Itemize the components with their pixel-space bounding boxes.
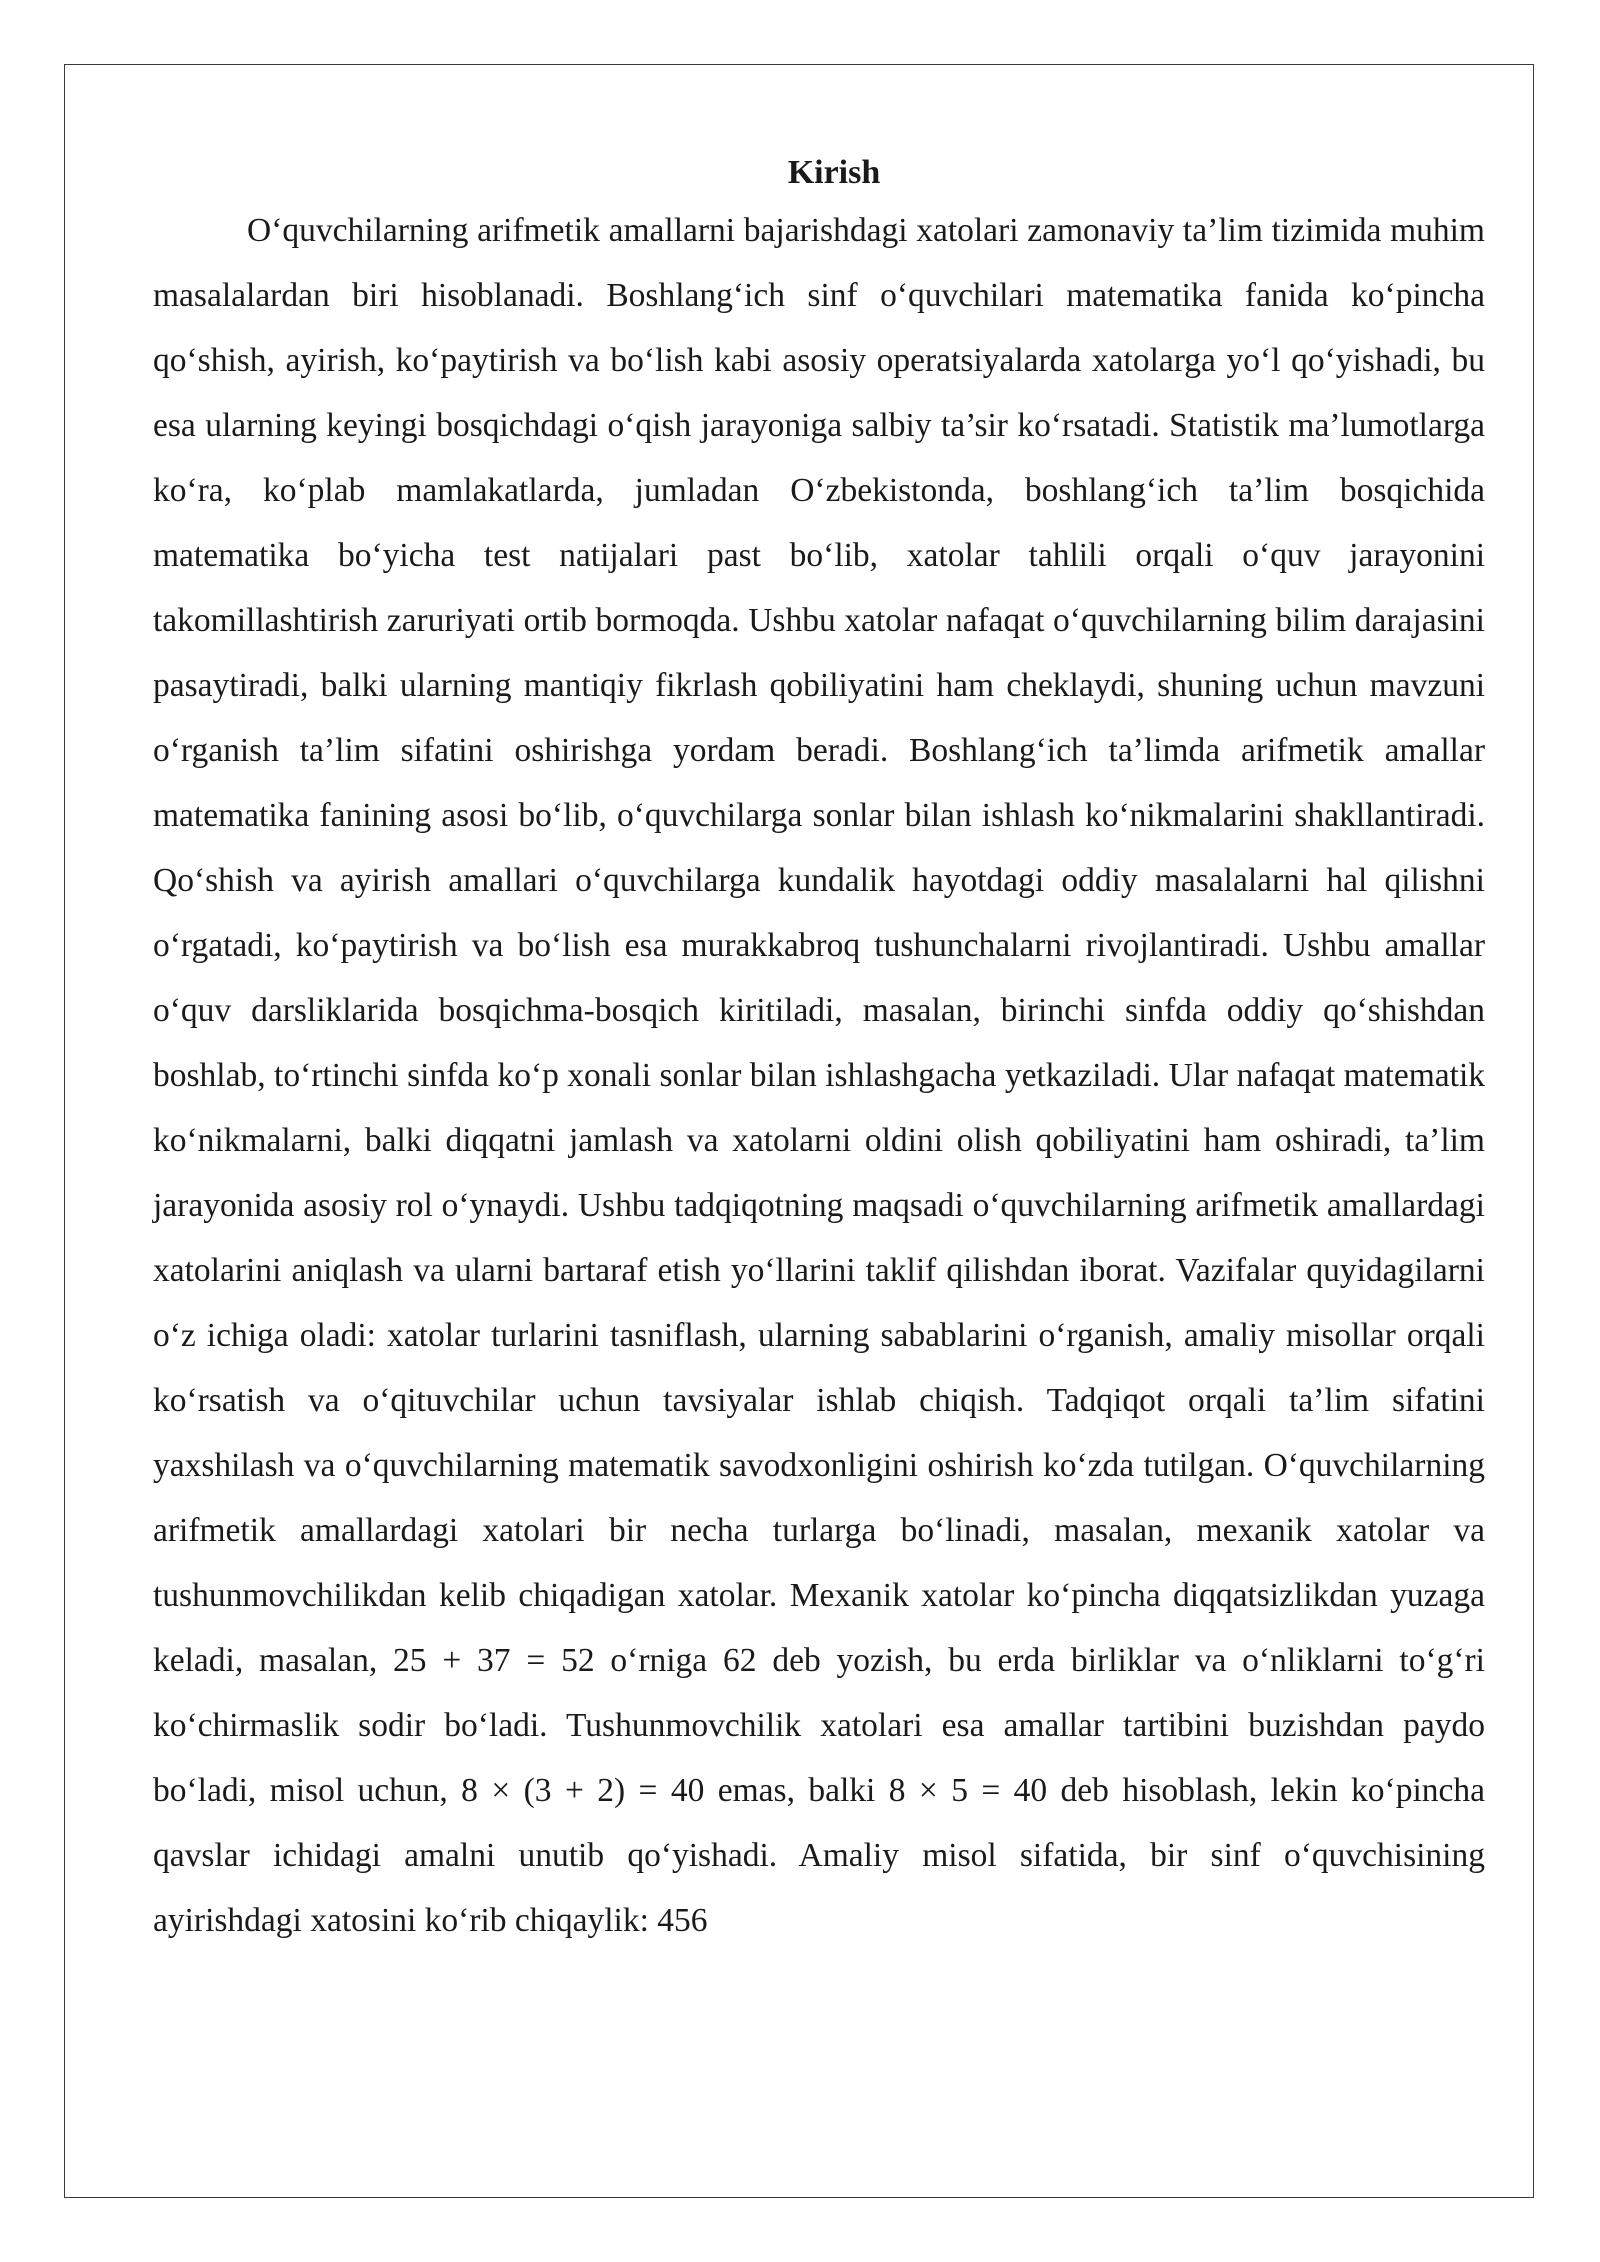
section-title: Kirish <box>787 154 881 191</box>
document-content <box>153 148 1485 1953</box>
body-paragraph: O‘quvchilarning arifmetik amallarni bajarishdagi xatolari zamonaviy ta’lim tizimida muhim masalalardan biri hisoblanadi. Boshlang‘ich sinf o‘quvchilari matematika fanida ko‘pincha qo‘shish, ayirish, ko‘paytirish va bo‘lish kabi asosiy operatsiyalarda xatolarga yo‘l qo‘yishadi, bu esa ularning keyingi bosqichdagi o‘qish jarayoniga salbiy ta’sir ko‘rsatadi. Statistik ma’lumotlarga ko‘ra, ko‘plab mamlakatlarda, jumladan O‘zbekistonda, boshlang‘ich ta’lim bosqichida matematika bo‘yicha test natijalari past bo‘lib, xatolar tahlili orqali o‘quv jarayonini takomillashtirish zaruriyati ortib bormoqda. Ushbu xatolar nafaqat o‘quvchilarning bilim darajasini pasaytiradi, balki ularning mantiqiy fikrlash qobiliyatini ham cheklaydi, shuning uchun mavzuni o‘rganish ta’lim sifatini oshirishga yordam beradi. Boshlang‘ich ta’limda arifmetik amallar matematika fanining asosi bo‘lib, o‘quvchilarga sonlar bilan ishlash ko‘nikmalarini shakllantiradi. Qo‘shish va ayirish amallari o‘quvchilarga kundalik hayotdagi oddiy masalalarni hal qilishni o‘rgatadi, ko‘paytirish va bo‘lish esa murakkabroq tushunchalarni rivojlantiradi. Ushbu amallar o‘quv darsliklarida bosqichma-bosqich kiritiladi, masalan, birinchi sinfda oddiy qo‘shishdan boshlab, to‘rtinchi sinfda ko‘p xonali sonlar bilan ishlashgacha yetkaziladi. Ular nafaqat matematik ko‘nikmalarni, balki diqqatni jamlash va xatolarni oldini olish qobiliyatini ham oshiradi, ta’lim jarayonida asosiy rol o‘ynaydi. Ushbu tadqiqotning maqsadi o‘quvchilarning arifmetik amallardagi xatolarini aniqlash va ularni bartaraf etish yo‘llarini taklif qilishdan iborat. Vazifalar quyidagilarni o‘z ichiga oladi: xatolar turlarini tasniflash, ularning sabablarini o‘rganish, amaliy misollar orqali ko‘rsatish va o‘qituvchilar uchun tavsiyalar ishlab chiqish. Tadqiqot orqali ta’lim sifatini yaxshilash va o‘quvchilarning matematik savodxonligini oshirish ko‘zda tutilgan. O‘quvchilarning arifmetik amallardagi xatolari bir necha turlarga bo‘linadi, masalan, mexanik xatolar va tushunmovchilikdan kelib chiqadigan xatolar. Mexanik xatolar ko‘pincha diqqatsizlikdan yuzaga keladi, masalan, 25 + 37 = 52 o‘rniga 62 deb yozish, bu erda birliklar va o‘nliklarni to‘g‘ri ko‘chirmaslik sodir bo‘ladi. Tushunmovchilik xatolari esa amallar tartibini buzishdan paydo bo‘ladi, misol uchun, 8 × (3 + 2) = 40 emas, balki 8 × 5 = 40 deb hisoblash, lekin ko‘pincha qavslar ichidagi amalni unutib qo‘yishadi. Amaliy misol sifatida, bir sinf o‘quvchisining ayirishdagi xatosini ko‘rib chiqaylik: 456 <box>153 212 1485 1939</box>
